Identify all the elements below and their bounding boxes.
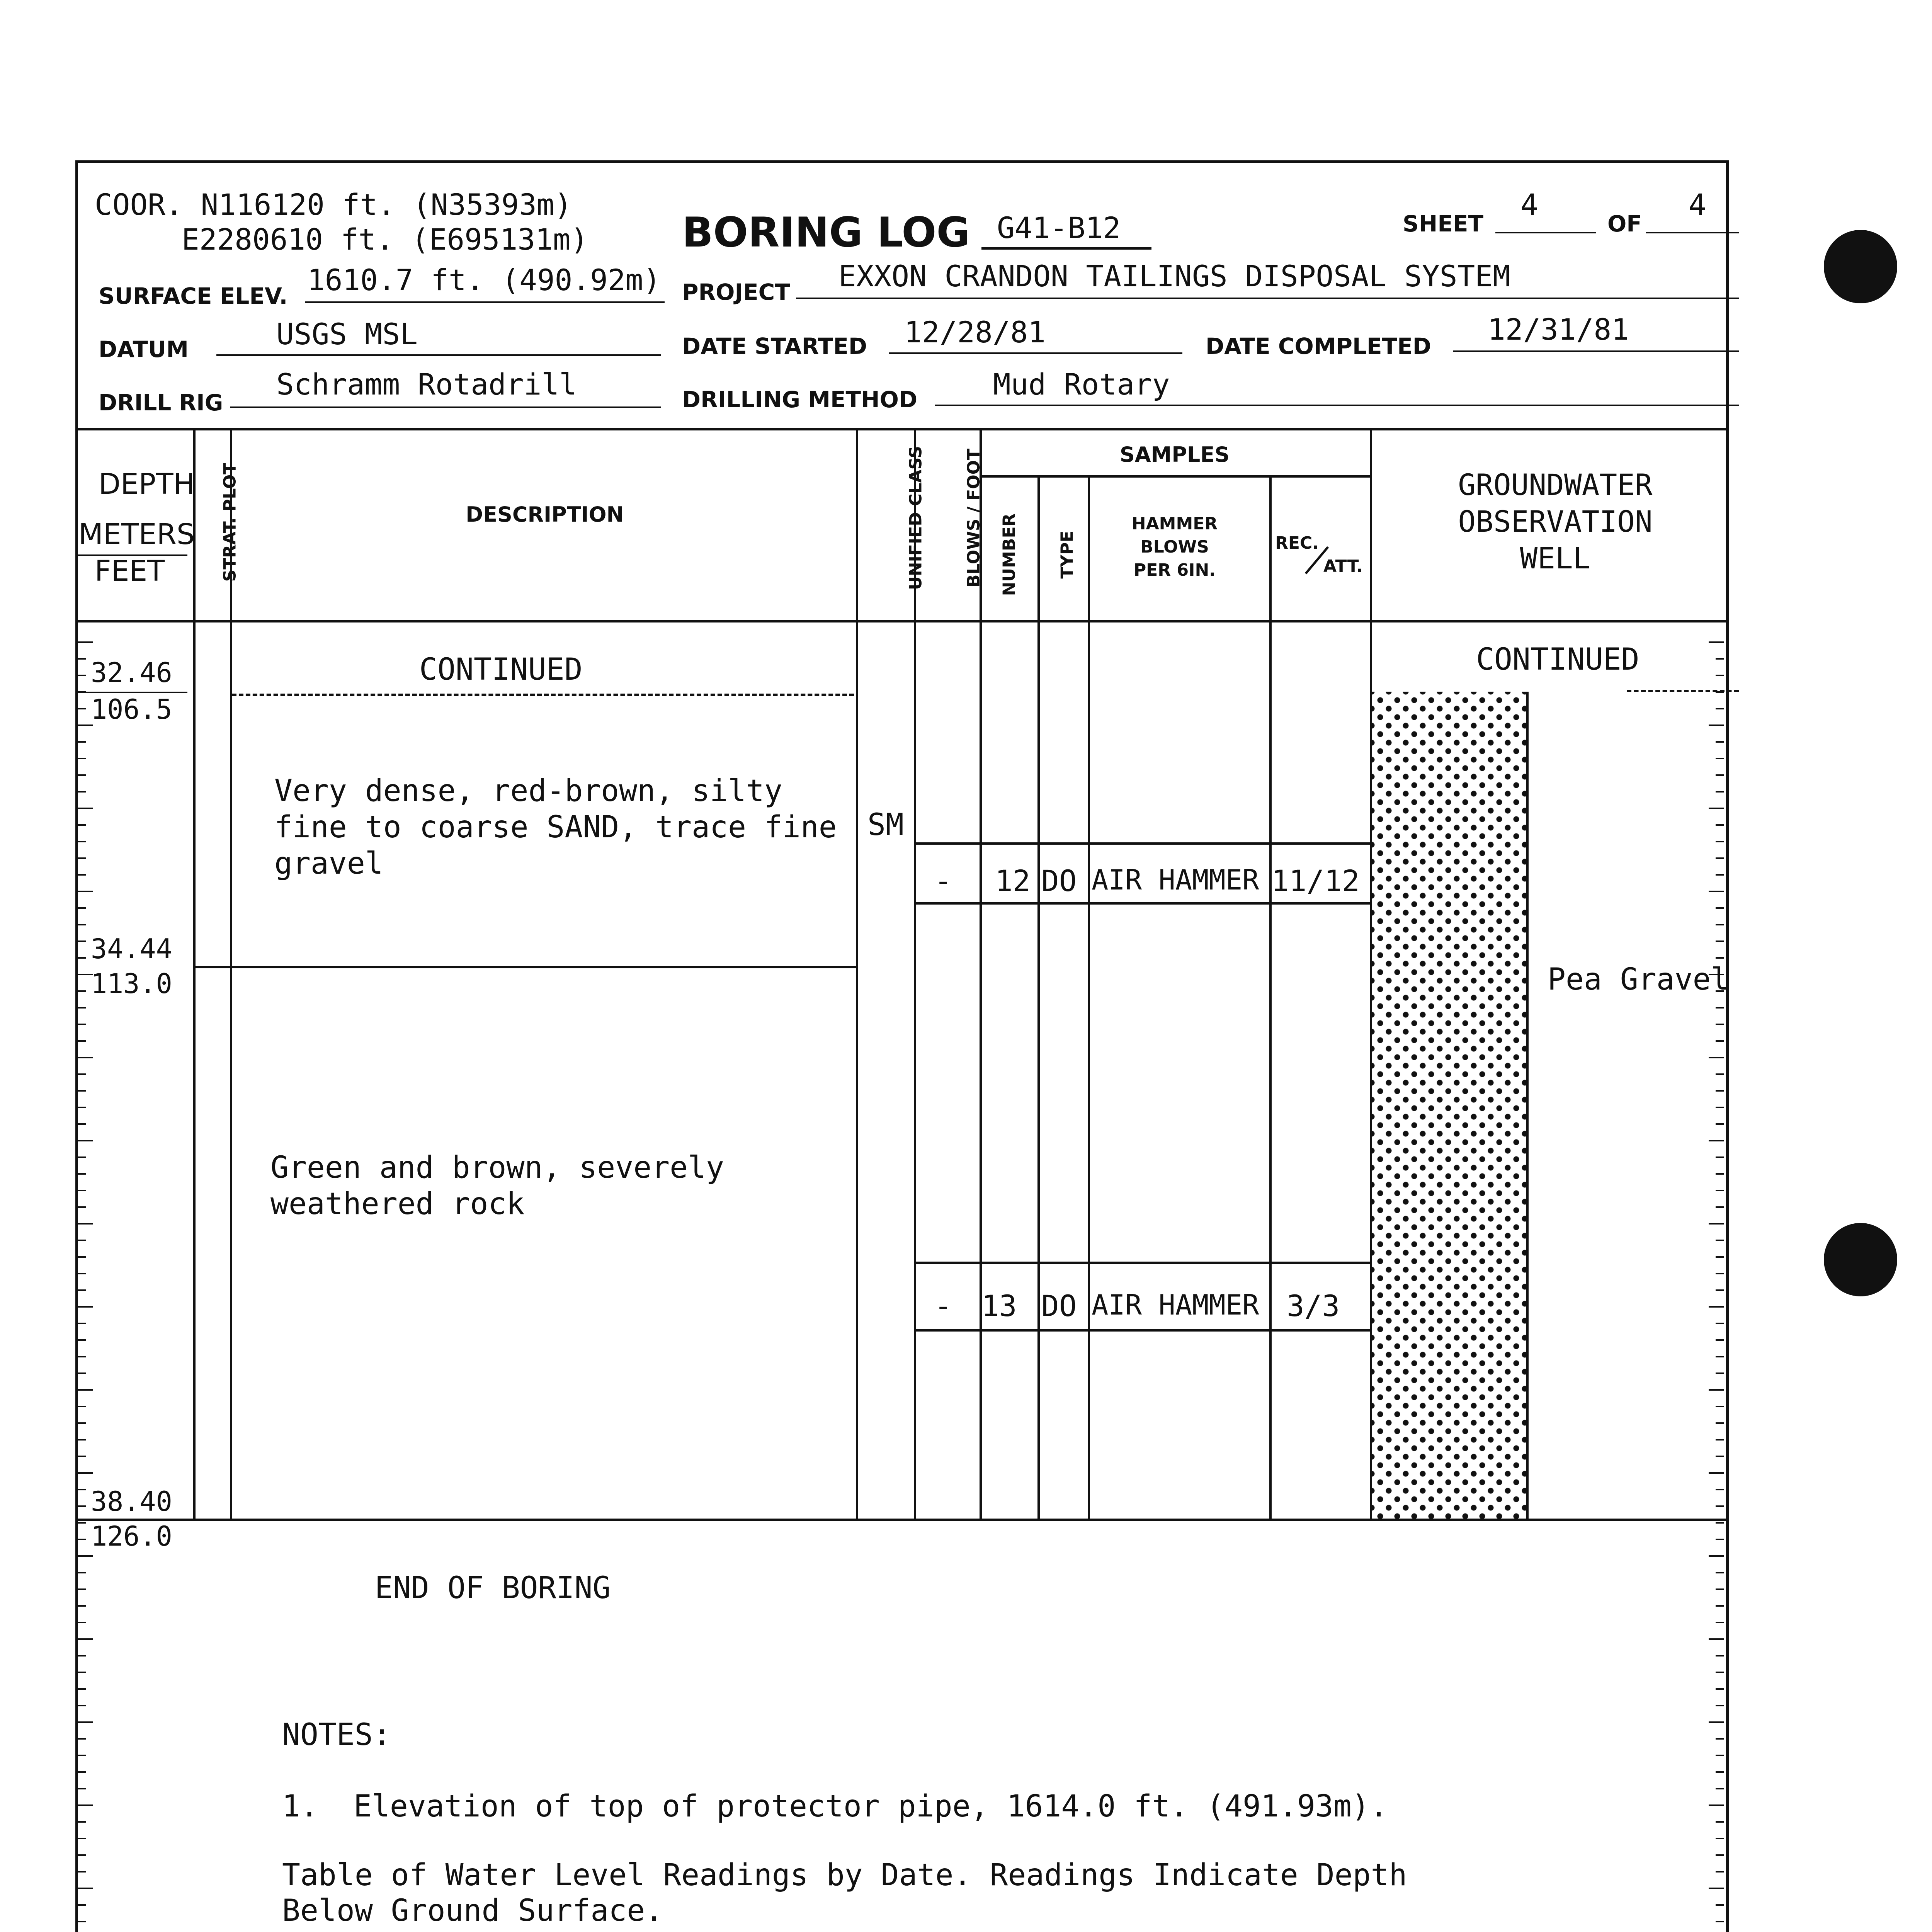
depth-tick xyxy=(77,675,86,676)
depth-tick xyxy=(1716,774,1724,776)
depth-tick xyxy=(1716,1024,1724,1025)
depth-tick xyxy=(1716,924,1724,925)
depth-tick xyxy=(77,1024,86,1025)
depth-tick xyxy=(77,1073,86,1075)
project-label: PROJECT xyxy=(682,279,790,305)
depth-tick xyxy=(77,1705,86,1706)
depth-tick xyxy=(1716,1572,1724,1573)
depth-tick xyxy=(77,1771,86,1773)
depth-tick xyxy=(77,1505,86,1507)
depth-tick xyxy=(1709,1472,1724,1474)
depth-tick xyxy=(1709,808,1724,809)
depth-tick xyxy=(1716,1489,1724,1490)
col-unified-class: UNIFIED CLASS xyxy=(906,446,926,590)
depth-tick xyxy=(77,1489,86,1490)
depth-tick xyxy=(1709,1389,1724,1391)
sample-1-rec: 11/12 xyxy=(1271,864,1360,898)
depth-tick xyxy=(77,1289,86,1291)
drill-rig: Schramm Rotadrill xyxy=(276,367,577,401)
depth-tick xyxy=(77,1007,86,1009)
depth-tick xyxy=(77,1107,86,1108)
depth-tick xyxy=(77,1755,86,1756)
depth-tick xyxy=(77,1240,86,1241)
col-type: TYPE xyxy=(1057,531,1077,579)
depth-tick xyxy=(77,658,86,660)
depth-tick xyxy=(77,1273,86,1274)
depth-tick xyxy=(1716,758,1724,759)
depth-tick xyxy=(1709,891,1724,892)
depth-tick xyxy=(1716,1406,1724,1407)
col-att: ATT. xyxy=(1323,556,1363,576)
continued-label: CONTINUED xyxy=(419,652,583,687)
depth-tick xyxy=(77,1439,86,1440)
depth-tick xyxy=(77,1904,86,1906)
depth-tick xyxy=(77,774,86,776)
depth-tick xyxy=(77,708,86,709)
depth-tick xyxy=(1716,1655,1724,1656)
depth-tick xyxy=(77,1721,93,1723)
depth-tick xyxy=(77,1472,93,1474)
depth-tick xyxy=(77,1638,93,1640)
depth-tick xyxy=(77,891,93,892)
depth-tick xyxy=(77,1572,86,1573)
depth-tick xyxy=(77,641,93,643)
depth-tick xyxy=(77,1057,93,1058)
note-1-number: 1. xyxy=(282,1789,318,1824)
surface-elev-label: SURFACE ELEV. xyxy=(99,283,288,309)
col-gw-2: OBSERVATION xyxy=(1458,504,1653,539)
depth-tick xyxy=(77,1456,86,1457)
depth-tick xyxy=(77,907,86,909)
coordinate-east: E2280610 ft. (E695131m) xyxy=(182,222,588,257)
depth-tick xyxy=(1716,1289,1724,1291)
sheet-total: 4 xyxy=(1689,187,1706,222)
depth-tick xyxy=(77,1605,86,1607)
depth-tick xyxy=(77,1389,93,1391)
depth-tick xyxy=(77,1372,86,1374)
date-started-label: DATE STARTED xyxy=(682,333,867,359)
of-label: OF xyxy=(1607,211,1642,237)
col-gw-3: WELL xyxy=(1520,541,1591,575)
depth-tick xyxy=(1709,1140,1724,1141)
well-continued-label: CONTINUED xyxy=(1476,642,1639,677)
depth-tick xyxy=(1716,1007,1724,1009)
depth-tick xyxy=(77,1921,86,1922)
depth-tick xyxy=(1716,1755,1724,1756)
depth-tick xyxy=(1716,791,1724,793)
project-name: EXXON CRANDON TAILINGS DISPOSAL SYSTEM xyxy=(838,259,1510,293)
depth-tick xyxy=(77,1672,86,1673)
col-hammer-3: PER 6IN. xyxy=(1133,560,1216,580)
depth-tick xyxy=(1716,1672,1724,1673)
depth-tick xyxy=(77,1804,93,1806)
depth-tick xyxy=(1709,1057,1724,1058)
sheet-label: SHEET xyxy=(1403,211,1484,237)
depth-tick xyxy=(1716,1738,1724,1740)
depth-tick xyxy=(1709,1721,1724,1723)
depth-tick xyxy=(77,1588,86,1590)
col-hammer-1: HAMMER xyxy=(1131,514,1218,534)
drilling-method: Mud Rotary xyxy=(993,367,1170,401)
datum-value: USGS MSL xyxy=(276,317,418,351)
sample-2-hammer: AIR HAMMER xyxy=(1092,1289,1259,1321)
sample-2-blows: - xyxy=(934,1289,952,1323)
drilling-method-label: DRILLING METHOD xyxy=(682,386,918,413)
depth-tick xyxy=(77,1190,86,1191)
datum-label: DATUM xyxy=(99,336,189,362)
depth-tick xyxy=(1716,1123,1724,1125)
depth-tick xyxy=(77,1688,86,1690)
depth-tick xyxy=(1716,824,1724,826)
col-samples: SAMPLES xyxy=(1119,442,1230,467)
depth-tick xyxy=(77,1256,86,1258)
sample-1-type: DO xyxy=(1041,864,1077,898)
depth-tick xyxy=(77,724,93,726)
depth-tick xyxy=(1716,1206,1724,1208)
depth-tick xyxy=(1716,1921,1724,1922)
depth-tick xyxy=(77,1539,86,1540)
punch-hole xyxy=(1824,1223,1897,1296)
drill-rig-label: DRILL RIG xyxy=(99,389,223,416)
depth-tick xyxy=(77,940,86,942)
depth-tick xyxy=(77,857,86,859)
depth-m-1: 32.46 xyxy=(91,657,172,689)
depth-tick xyxy=(77,1522,86,1524)
sample-1-blows: - xyxy=(934,864,952,898)
depth-tick xyxy=(1709,724,1724,726)
depth-tick xyxy=(1716,1422,1724,1424)
surface-elevation: 1610.7 ft. (490.92m) xyxy=(307,263,661,297)
depth-tick xyxy=(1709,1804,1724,1806)
depth-tick xyxy=(1716,708,1724,709)
depth-tick xyxy=(1716,1040,1724,1042)
col-meters: METERS xyxy=(78,518,195,551)
depth-tick xyxy=(77,758,86,759)
depth-tick xyxy=(77,1040,86,1042)
depth-tick xyxy=(1716,1605,1724,1607)
depth-tick xyxy=(77,1339,86,1341)
depth-tick xyxy=(1709,1888,1724,1889)
layer-1-class: SM xyxy=(867,808,904,842)
depth-tick xyxy=(1716,1339,1724,1341)
depth-m-3: 38.40 xyxy=(91,1486,172,1517)
depth-tick xyxy=(1716,1173,1724,1175)
depth-tick xyxy=(1716,741,1724,743)
col-description: DESCRIPTION xyxy=(466,502,624,527)
well-pea-gravel-fill xyxy=(1372,692,1526,1519)
depth-tick xyxy=(1716,1439,1724,1440)
depth-tick xyxy=(77,974,93,975)
notes-title: NOTES: xyxy=(282,1718,391,1752)
depth-tick xyxy=(77,1356,86,1357)
col-blows-foot: BLOWS / FOOT xyxy=(964,448,984,588)
depth-tick xyxy=(77,791,86,793)
depth-tick xyxy=(77,741,86,743)
date-completed: 12/31/81 xyxy=(1488,312,1629,347)
depth-tick xyxy=(77,1622,86,1623)
punch-hole xyxy=(1824,230,1897,303)
depth-tick xyxy=(1716,1372,1724,1374)
water-table-caption-1: Table of Water Level Readings by Date. Readings Indicate Depth xyxy=(282,1858,1407,1893)
depth-tick xyxy=(1716,1854,1724,1856)
depth-tick xyxy=(1716,1456,1724,1457)
depth-tick xyxy=(1716,1622,1724,1623)
depth-tick xyxy=(1716,1788,1724,1789)
depth-tick xyxy=(77,1422,86,1424)
depth-tick xyxy=(1716,841,1724,842)
well-material-label: Pea Gravel xyxy=(1548,962,1729,997)
depth-tick xyxy=(1716,658,1724,660)
sheet-number: 4 xyxy=(1520,187,1538,222)
depth-tick xyxy=(77,1871,86,1872)
depth-tick xyxy=(1716,675,1724,676)
depth-tick xyxy=(1716,940,1724,942)
depth-tick xyxy=(77,1173,86,1175)
depth-tick xyxy=(77,1888,93,1889)
depth-tick xyxy=(77,1788,86,1789)
depth-tick xyxy=(77,874,86,876)
note-1-text: Elevation of top of protector pipe, 1614.0 ft. (491.93m). xyxy=(354,1789,1388,1824)
depth-tick xyxy=(1716,957,1724,959)
col-depth: DEPTH xyxy=(99,468,195,501)
depth-tick xyxy=(1709,1638,1724,1640)
depth-tick xyxy=(77,924,86,925)
depth-tick xyxy=(1716,1705,1724,1706)
form-title: BORING LOG xyxy=(682,209,970,256)
depth-tick xyxy=(1709,641,1724,643)
depth-tick xyxy=(77,1854,86,1856)
depth-tick xyxy=(77,824,86,826)
depth-tick xyxy=(1716,1838,1724,1839)
sample-2-type: DO xyxy=(1041,1289,1077,1323)
depth-tick xyxy=(77,957,86,959)
col-hammer-2: BLOWS xyxy=(1140,537,1209,557)
depth-tick xyxy=(1709,1306,1724,1308)
layer-1-description: Very dense, red-brown, silty fine to coarse SAND, trace fine gravel xyxy=(274,774,837,881)
depth-tick xyxy=(77,990,86,992)
date-started: 12/28/81 xyxy=(904,315,1046,349)
depth-tick xyxy=(1709,1555,1724,1557)
depth-tick xyxy=(1716,1505,1724,1507)
depth-tick xyxy=(1716,1871,1724,1872)
depth-tick xyxy=(1716,1273,1724,1274)
depth-tick xyxy=(1716,1522,1724,1524)
depth-tick xyxy=(1716,907,1724,909)
depth-tick xyxy=(1716,1904,1724,1906)
col-rec: REC. xyxy=(1275,533,1319,553)
depth-tick xyxy=(1716,1356,1724,1357)
depth-tick xyxy=(1716,1539,1724,1540)
depth-ft-2: 113.0 xyxy=(91,968,172,1000)
depth-tick xyxy=(77,1140,93,1141)
col-number: NUMBER xyxy=(999,513,1019,596)
depth-tick xyxy=(1709,1223,1724,1225)
col-strat-plot: STRAT. PLOT xyxy=(220,463,240,582)
depth-tick xyxy=(77,1206,86,1208)
depth-tick xyxy=(77,1838,86,1839)
depth-tick xyxy=(77,1123,86,1125)
depth-ft-3: 126.0 xyxy=(91,1520,172,1552)
sample-2-number: 13 xyxy=(981,1289,1017,1323)
depth-tick xyxy=(77,1156,86,1158)
date-completed-label: DATE COMPLETED xyxy=(1206,333,1431,359)
coordinate-north: COOR. N116120 ft. (N35393m) xyxy=(95,187,572,222)
depth-tick xyxy=(1716,1256,1724,1258)
depth-tick xyxy=(77,841,86,842)
depth-tick xyxy=(1716,1821,1724,1823)
col-feet: FEET xyxy=(95,554,165,588)
depth-tick xyxy=(1716,857,1724,859)
sample-1-hammer: AIR HAMMER xyxy=(1092,864,1259,896)
depth-tick xyxy=(77,1306,93,1308)
depth-tick xyxy=(77,808,93,809)
depth-tick xyxy=(1716,1107,1724,1108)
sample-2-rec: 3/3 xyxy=(1287,1289,1340,1323)
depth-tick xyxy=(1716,1156,1724,1158)
depth-tick xyxy=(1716,1090,1724,1092)
depth-tick xyxy=(77,1738,86,1740)
depth-tick xyxy=(1716,1771,1724,1773)
col-gw-1: GROUNDWATER xyxy=(1458,468,1653,502)
depth-tick xyxy=(1716,1588,1724,1590)
depth-tick xyxy=(77,1555,93,1557)
depth-tick xyxy=(1716,1073,1724,1075)
depth-tick xyxy=(77,1406,86,1407)
depth-tick xyxy=(77,1090,86,1092)
end-of-boring: END OF BORING xyxy=(375,1571,611,1605)
sample-1-number: 12 xyxy=(995,864,1031,898)
depth-tick xyxy=(1716,1240,1724,1241)
depth-m-2: 34.44 xyxy=(91,933,172,965)
boring-id: G41-B12 xyxy=(997,211,1121,245)
depth-tick xyxy=(1716,1688,1724,1690)
depth-tick xyxy=(77,1655,86,1656)
depth-tick xyxy=(1716,1190,1724,1191)
depth-tick xyxy=(1716,1323,1724,1324)
layer-2-description: Green and brown, severely weathered rock xyxy=(270,1150,724,1221)
depth-ft-1: 106.5 xyxy=(91,694,172,725)
depth-tick xyxy=(1716,874,1724,876)
water-table-caption-2: Below Ground Surface. xyxy=(282,1893,663,1928)
depth-tick xyxy=(77,1323,86,1324)
depth-tick xyxy=(77,1821,86,1823)
depth-tick xyxy=(77,1223,93,1225)
